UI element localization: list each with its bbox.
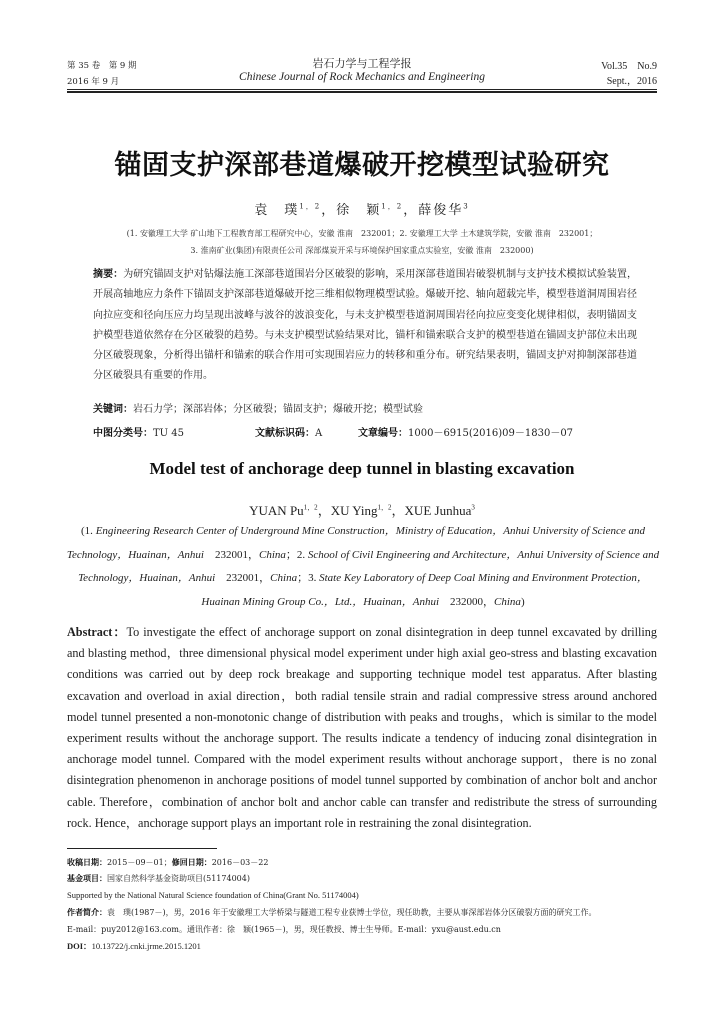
abstract-en-text: To investigate the effect of anchorage support on zonal disintegration in deep tunnel excavated by drilling and blasting method，three dimensional physical model experiment under high axial geo-stress and blasting excavation conditions was carried out by deep rock breakage and supporting technique model test apparatus. After blasting excavation and overload in axial direction，both radial tensile strain and radial compressive stress around anchored model tunnel presented a non-monotonic change of distribution with peaks and troughs，which is similar to the model experiment results without the anchorage support. The results indicate a tendency of inducing zonal disintegration in anchorage model tunnel. Compared with the model experiment results without anchorage support，there is no zonal disintegration phenomenon in anchorage positions of model tunnel supported by combination of anchor bolt and anchor cable. Therefore，combination of anchor bolt and anchor cable can transfer and redistribute the stress of surrounding rock. Hence，anchorage support plays an important role in restraining the zonal disintegration. — [67, 625, 657, 830]
bio-text: 袁 璞(1987－)，男，2016 年于安徽理工大学桥梁与隧道工程专业获博士学位，现任助教，主要从事深部岩体分区破裂方面的研究工作。 — [107, 908, 597, 917]
document-code — [255, 424, 322, 439]
footnote-bio — [67, 907, 667, 918]
aff-en-1-num: (1. — [81, 525, 96, 537]
clc-value: TU 45 — [153, 428, 185, 439]
aff-en-3-country: China — [494, 595, 521, 608]
footnote-fund — [67, 873, 667, 884]
author-1-en-sup: 1，2 — [303, 503, 318, 512]
author-1-cn: 袁 璞 — [254, 203, 300, 218]
aff-en-1-org: Engineering Research Center of Underground Mine Construction，Ministry of Education，Anhui University of Science and Technology，Huainan，Anhui — [66, 525, 645, 561]
header-date-cn: 2016 年 9 月 — [67, 77, 120, 87]
footnote-fund-en: Supported by the National Natural Science foundation of China(Grant No. 51174004) — [67, 890, 359, 900]
article-number — [358, 424, 573, 439]
aff-en-close: ) — [520, 595, 525, 608]
keywords-cn-label: 关键词： — [93, 404, 133, 415]
doi-value: 10.13722/j.cnki.jrme.2015.1201 — [91, 941, 201, 951]
doc-label: 文献标识码： — [255, 428, 315, 439]
affiliation-cn-line2: 3. 淮南矿业(集团)有限责任公司 深部煤炭开采与环境保护国家重点实验室，安徽 淮南 232000) — [190, 246, 534, 255]
aff-en-2-num: ；2. — [285, 548, 308, 561]
clc-label: 中图分类号： — [93, 428, 153, 439]
clc-number — [93, 424, 184, 439]
footnote-doi — [67, 940, 667, 952]
header-rule-thin — [67, 89, 657, 90]
doi-label: DOI： — [67, 941, 92, 951]
aff-en-2-country: China — [270, 572, 298, 584]
doc-value: A — [315, 428, 323, 439]
authors-cn — [0, 199, 724, 218]
affiliation-cn-line1: (1. 安徽理工大学 矿山地下工程教育部工程研究中心，安徽 淮南 232001；2. 安徽理工大学 土木建筑学院，安徽 淮南 232001； — [126, 229, 598, 238]
author-sep: ， — [321, 203, 337, 218]
aff-en-2-code: 232001， — [215, 572, 271, 584]
abstract-cn-label: 摘要： — [93, 269, 124, 280]
revised-label: 修回日期： — [171, 858, 212, 867]
abstract-en-label: Abstract： — [67, 625, 127, 639]
author-2-en-sup: 1，2 — [377, 503, 392, 512]
author-3-cn-sup: 3 — [463, 202, 470, 211]
author-sep: ， — [403, 203, 419, 218]
footnote-dates — [67, 857, 667, 868]
abstract-cn-text: 为研究锚固支护对钻爆法施工深部巷道围岩分区破裂的影响，采用深部巷道围岩破裂机制与支护技术模拟试验装置，开展高轴地应力条件下锚固支护深部巷道爆破开挖三维相似物理模型试验。爆破开挖、轴向超载完毕，模型巷道洞周围岩径向拉应变和径向压应力均呈现出波峰与波谷的波浪变化，与未支护模型巷道洞周围岩径向拉应变变化规律相似，表明锚固支护模型巷道依然存在分区破裂的趋势。与未支护模型试验结果对比，锚杆和锚索联合支护的模型巷道在锚固支护部位未出现分区破裂现象，分析得出锚杆和锚索的联合作用可实现围岩应力的转移和重分布。研究结果表明，锚固支护对抑制深部巷道分区破裂具有重要的作用。 — [93, 269, 638, 382]
author-3-cn: 薛俊华 — [418, 203, 464, 218]
author-3-en: XUE Junhua — [404, 503, 472, 518]
abstract-en — [67, 622, 657, 834]
author-3-en-sup: 3 — [471, 503, 475, 512]
author-1-cn-sup: 1，2 — [299, 202, 322, 211]
abstract-cn — [93, 265, 637, 387]
page-title-en: Model test of anchorage deep tunnel in blasting excavation — [149, 459, 575, 478]
received-label: 收稿日期： — [67, 858, 107, 867]
art-value: 1000－6915(2016)09－1830－07 — [408, 428, 574, 439]
authors-en: YUAN $Pu^{1,2}$，XU Ying$^{1,2}$，XUE Junhua$^3$ — [249, 503, 475, 518]
header-date-en: Sept.，2016 — [606, 76, 657, 87]
header-journal-cn: 岩石力学与工程学报 — [312, 57, 412, 70]
affiliations-en — [66, 520, 660, 614]
aff-en-1-code: 232001， — [203, 548, 259, 561]
art-label: 文章编号： — [358, 428, 408, 439]
author-2-en: XU Ying — [330, 503, 378, 518]
fund-text: 国家自然科学基金资助项目(51174004) — [107, 874, 250, 883]
footnote-divider — [67, 848, 217, 849]
author-1-en: YUAN Pu — [249, 503, 304, 518]
aff-en-3-num: ；3. — [297, 572, 320, 584]
footnote-email: E-mail：puy2012@163.com。通讯作者：徐 颖(1965－)，男，现任教授、博士生导师。E-mail：yxu@aust.edu.cn — [67, 925, 501, 934]
aff-en-1-country: China — [258, 548, 286, 561]
keywords-cn — [93, 400, 423, 415]
revised-date: 2016－03－22 — [211, 858, 269, 867]
header-rule-thick — [67, 91, 657, 93]
keywords-cn-text: 岩石力学；深部岩体；分区破裂；锚固支护；爆破开挖；模型试验 — [133, 404, 423, 415]
fund-label: 基金项目： — [67, 874, 107, 883]
aff-en-3-org: State Key Laboratory of Deep Coal Mining and Environment Protection，Huainan Mining Group Co.，Ltd.，Huainan，Anhui — [201, 572, 648, 608]
aff-en-3-code: 232000， — [439, 595, 495, 608]
author-2-cn-sup: 1，2 — [381, 202, 404, 211]
aff-en-2-org: School of Civil Engineering and Architecture，Anhui University of Science and Technology，Huainan，Anhui — [78, 548, 660, 584]
bio-label: 作者简介： — [67, 908, 107, 917]
header-volume-cn: 第 35 卷 第 9 期 — [67, 61, 137, 71]
header-volume-en: Vol.35 No.9 — [601, 61, 657, 72]
header-journal-en: Chinese Journal of Rock Mechanics and Engineering — [239, 71, 485, 83]
author-2-cn: 徐 颖 — [336, 203, 382, 218]
received-date: 2015－09－01； — [107, 858, 172, 867]
page-title-cn: 锚固支护深部巷道爆破开挖模型试验研究 — [114, 150, 610, 181]
